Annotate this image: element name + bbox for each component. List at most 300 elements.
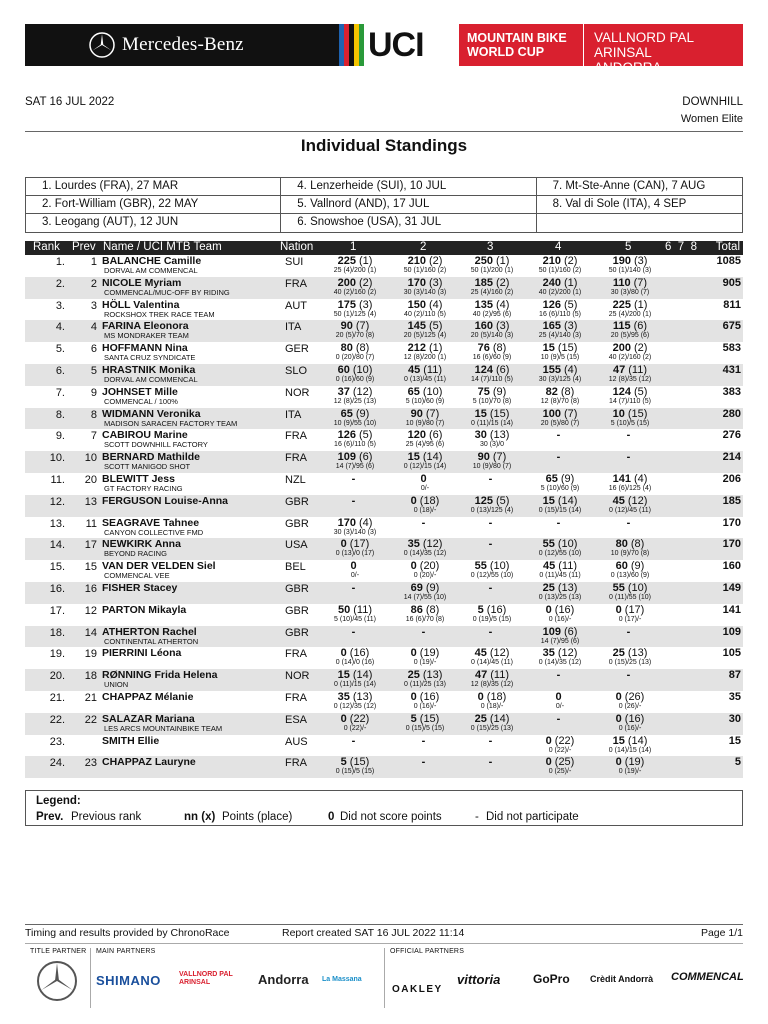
team-name: COMMENCAL / 100% <box>104 396 178 406</box>
event-5-result <box>595 364 665 376</box>
event-points: - <box>626 451 631 464</box>
rank-cell: 17. <box>49 604 65 617</box>
event-place: (7) <box>355 320 370 333</box>
event-2-result <box>390 255 460 267</box>
event-place: (3) <box>428 276 443 289</box>
event-3-result <box>457 669 527 681</box>
event-points: 0 <box>410 494 417 507</box>
event-points: 76 <box>477 342 490 355</box>
event-4-result <box>525 647 595 659</box>
event-5-result <box>595 320 665 332</box>
team-name: GT FACTORY RACING <box>104 483 183 493</box>
rank-cell: 5. <box>55 343 65 356</box>
event-split-points: 12 (8)/35 (12) <box>608 375 652 383</box>
event-cell: 3. Leogang (AUT), 12 JUN <box>26 214 281 232</box>
table-row <box>25 451 743 473</box>
total-points: 160 <box>722 560 741 573</box>
nation-cell: GBR <box>285 626 309 639</box>
rank-cell: 16. <box>49 582 65 595</box>
event-place: (11) <box>423 363 442 376</box>
event-split-points: 40 (2)/160 (2) <box>333 288 377 296</box>
event-split-points: 0 (25)/- <box>548 768 572 776</box>
event-points: - <box>488 538 493 551</box>
event-points: - <box>421 516 426 529</box>
event-place: (1) <box>563 276 578 289</box>
event-split-points: 0 (11)/45 (11) <box>539 572 581 580</box>
event-split-points: 0 (15)/25 (13) <box>470 724 514 732</box>
table-row <box>25 691 743 713</box>
rider-name: NICOLE Myriam <box>102 276 182 289</box>
event-split-points: 50 (1)/200 (1) <box>470 267 514 274</box>
event-place: (15) <box>349 756 370 769</box>
event-points: - <box>556 712 561 725</box>
footer-divider <box>25 924 743 925</box>
nation-cell: FRA <box>285 430 307 443</box>
rank-cell: 12. <box>49 495 65 508</box>
event-place: (10) <box>557 538 578 551</box>
total-points: 87 <box>728 669 741 682</box>
race-date: SAT 16 JUL 2022 <box>25 96 115 108</box>
event-place: (4) <box>495 298 510 311</box>
prev-rank-cell: 12 <box>84 604 97 617</box>
event-2-result <box>390 299 460 311</box>
event-points: 45 <box>474 647 487 660</box>
event-4-result <box>525 408 595 420</box>
event-place: (9) <box>492 385 507 398</box>
event-place: (6) <box>563 625 578 638</box>
event-split-points: 0 (20)/- <box>413 572 437 580</box>
event-place: (15) <box>489 407 510 420</box>
event-split-points: 0 (22)/- <box>548 746 572 754</box>
event-place: (2) <box>358 276 373 289</box>
event-points: - <box>488 472 493 485</box>
event-5-result <box>595 386 665 398</box>
venue-title <box>583 24 743 75</box>
event-points: 210 <box>542 255 561 267</box>
partner-logo-gopro: GoPro <box>533 972 570 986</box>
event-points: 15 <box>337 669 350 682</box>
event-4-result <box>525 735 595 747</box>
venue-line-1: VALLNORD PAL ARINSAL <box>594 30 694 60</box>
event-cell: 6. Snowshoe (USA), 31 JUL <box>281 214 536 232</box>
event-place: (2) <box>495 276 510 289</box>
event-points: 170 <box>337 516 356 529</box>
event-1-result <box>320 364 390 376</box>
event-split-points: 25 (4)/140 (3) <box>538 332 582 340</box>
event-points: 115 <box>612 320 631 333</box>
title-partner-label: TITLE PARTNER <box>30 948 87 955</box>
event-split-points: 12 (8)/70 (8) <box>540 397 580 405</box>
page-title: Individual Standings <box>300 136 468 155</box>
standings-body <box>25 255 743 778</box>
event-place: (18) <box>486 690 507 703</box>
event-points: - <box>488 581 493 594</box>
total-points: 383 <box>722 385 741 398</box>
event-points: 0 <box>340 712 347 725</box>
event-2-result <box>390 756 460 768</box>
table-row <box>25 538 743 560</box>
sponsor-logo <box>89 32 244 58</box>
table-row <box>25 713 743 735</box>
nation-cell: NOR <box>285 386 310 399</box>
partners-separator <box>384 948 385 1008</box>
total-points: 35 <box>728 690 741 703</box>
table-row <box>25 408 743 430</box>
event-4-result <box>525 756 595 768</box>
event-1-result <box>320 647 390 659</box>
event-split-points: 12 (8)/200 (1) <box>403 354 447 362</box>
event-4-result <box>525 495 595 507</box>
event-split-points: 0/- <box>350 572 360 580</box>
event-split-points: 0 (22)/- <box>343 724 367 732</box>
prev-rank-cell: 16 <box>84 582 97 595</box>
event-points: 25 <box>542 581 555 594</box>
event-split-points: 0 (19)/5 (15) <box>472 615 512 623</box>
event-split-points: 25 (4)/160 (2) <box>470 288 514 296</box>
event-5-result <box>595 538 665 550</box>
event-place: (2) <box>633 342 648 355</box>
event-2-result <box>390 473 460 485</box>
event-place: (11) <box>353 603 372 616</box>
event-5-result <box>595 255 665 267</box>
event-points: 55 <box>612 581 625 594</box>
event-points: 45 <box>612 494 625 507</box>
event-2-result <box>390 320 460 332</box>
nation-cell: FRA <box>285 691 307 704</box>
event-place: (20) <box>419 560 440 573</box>
event-1-result <box>320 429 390 441</box>
event-place: (22) <box>554 734 575 747</box>
col-event-3: 3 <box>487 241 494 253</box>
event-1-result <box>320 756 390 768</box>
total-points: 105 <box>722 647 741 660</box>
event-points: 90 <box>340 320 353 333</box>
event-4-result <box>525 320 595 332</box>
event-1-result <box>320 669 390 681</box>
legend-dash-desc: Did not participate <box>486 811 579 823</box>
main-partners-label: MAIN PARTNERS <box>96 948 156 955</box>
team-name: UNION <box>104 680 129 690</box>
event-place: (5) <box>495 494 510 507</box>
legend-points-desc: Points (place) <box>222 811 293 823</box>
event-2-result <box>390 538 460 550</box>
legend-prev-desc: Previous rank <box>71 811 142 823</box>
team-name: COMMENCAL VEE <box>104 571 170 581</box>
total-points: 30 <box>728 712 741 725</box>
prev-rank-cell: 19 <box>84 648 97 661</box>
event-place: (11) <box>490 669 509 682</box>
event-points: 170 <box>407 276 426 289</box>
event-5-result <box>595 669 665 681</box>
event-1-result <box>320 320 390 332</box>
event-split-points: 20 (5)/80 (7) <box>540 419 580 427</box>
nation-cell: AUS <box>285 735 308 748</box>
event-place: (5) <box>428 320 443 333</box>
event-points: 135 <box>474 298 493 311</box>
event-5-result <box>595 429 665 441</box>
event-split-points: 0 (19)/- <box>618 768 642 776</box>
event-place: (9) <box>355 407 370 420</box>
event-points: 155 <box>542 363 561 376</box>
event-points: - <box>556 429 561 442</box>
event-3-result <box>457 342 527 354</box>
col-prev: Prev <box>72 241 96 253</box>
event-place: (4) <box>563 363 578 376</box>
event-split-points: 0 (12)/45 (11) <box>609 506 651 514</box>
rider-name: NEWKIRK Anna <box>102 538 181 551</box>
rider-name: SEAGRAVE Tahnee <box>102 516 200 529</box>
event-points: 75 <box>477 385 490 398</box>
rider-name: CHAPPAZ Lauryne <box>102 756 196 769</box>
event-split-points: 0 (16)/- <box>618 724 642 732</box>
table-row <box>25 473 743 495</box>
event-1-result <box>320 626 390 638</box>
event-points: 80 <box>340 342 353 355</box>
event-split-points: 0 (14)/15 (14) <box>608 746 652 754</box>
table-row <box>25 756 743 778</box>
event-place: (1) <box>633 298 648 311</box>
event-1-result <box>320 713 390 725</box>
event-5-result <box>595 713 665 725</box>
event-points: 141 <box>612 472 631 485</box>
event-5-result <box>595 604 665 616</box>
team-name: ROCKSHOX TREK RACE TEAM <box>104 309 215 319</box>
event-3-result <box>457 582 527 594</box>
rank-cell: 9. <box>55 430 65 443</box>
event-2-result <box>390 691 460 703</box>
event-points: 0 <box>340 647 347 660</box>
event-place: (13) <box>489 429 510 442</box>
nation-cell: ITA <box>285 408 302 421</box>
event-place: (14) <box>422 451 443 464</box>
event-points: 185 <box>474 276 493 289</box>
event-1-result <box>320 473 390 485</box>
event-place: (6) <box>358 451 373 464</box>
rank-cell: 20. <box>49 670 65 683</box>
event-3-result <box>457 386 527 398</box>
event-split-points: 0 (14)/35 (12) <box>403 550 447 558</box>
event-place: (3) <box>633 255 648 267</box>
mercedes-star-icon <box>36 960 78 1002</box>
event-4-result <box>525 451 595 463</box>
event-place: (17) <box>624 603 645 616</box>
event-place: (13) <box>627 647 648 660</box>
event-4-result <box>525 538 595 550</box>
event-points: 60 <box>615 560 628 573</box>
event-points: 0 <box>420 472 427 485</box>
rider-name: FISHER Stacey <box>102 581 178 594</box>
event-place: (12) <box>627 494 648 507</box>
event-points: 0 <box>477 690 484 703</box>
event-split-points: 0 (16)/- <box>548 615 572 623</box>
nation-cell: FRA <box>285 757 307 770</box>
legend-dash-key: - <box>475 811 479 823</box>
event-points: 90 <box>477 451 490 464</box>
rank-cell: 19. <box>49 648 65 661</box>
event-place: (2) <box>428 255 443 267</box>
event-points: 0 <box>545 734 552 747</box>
team-name: LES ARCS MOUNTAINBIKE TEAM <box>104 723 223 733</box>
event-split-points: 0 (20)/80 (7) <box>335 354 375 362</box>
event-points: 47 <box>613 363 626 376</box>
total-points: 5 <box>734 756 741 769</box>
event-place: (15) <box>627 407 648 420</box>
event-split-points: 0 (14)/35 (12) <box>538 659 582 667</box>
event-split-points: 14 (7)/110 (5) <box>609 397 651 405</box>
event-points: 0 <box>410 560 417 573</box>
series-line-2: WORLD CUP <box>467 45 545 59</box>
rank-cell: 7. <box>55 386 65 399</box>
prev-rank-cell: 14 <box>84 626 97 639</box>
rank-cell: 11. <box>50 473 65 486</box>
event-2-result <box>390 735 460 747</box>
total-points: 905 <box>722 276 741 289</box>
event-3-result <box>457 647 527 659</box>
event-place: (15) <box>419 712 440 725</box>
team-name: CANYON COLLECTIVE FMD <box>104 527 204 537</box>
event-points: - <box>351 494 356 507</box>
table-row <box>25 429 743 451</box>
event-place: (10) <box>489 560 510 573</box>
table-row <box>25 582 743 604</box>
table-row <box>25 647 743 669</box>
event-2-result <box>390 386 460 398</box>
event-place: (6) <box>495 363 510 376</box>
event-place: (5) <box>358 429 373 442</box>
event-1-result <box>320 582 390 594</box>
event-points: 175 <box>337 298 356 311</box>
event-1-result <box>320 277 390 289</box>
event-points: 5 <box>477 603 484 616</box>
rank-cell: 3. <box>55 299 65 312</box>
event-points: 25 <box>407 669 420 682</box>
event-split-points: 0 (16)/60 (9) <box>335 375 375 383</box>
event-split-points: 0 (11)/25 (13) <box>404 681 446 689</box>
event-split-points: 50 (1)/160 (2) <box>403 267 447 274</box>
total-points: 280 <box>722 407 741 420</box>
event-split-points: 5 (10)/60 (9) <box>540 484 580 492</box>
table-row <box>25 320 743 342</box>
event-3-result <box>457 560 527 572</box>
prev-rank-cell: 21 <box>84 691 97 704</box>
event-points: 200 <box>337 276 356 289</box>
rider-name: HÖLL Valentina <box>102 298 180 311</box>
event-split-points: 0 (14)/45 (11) <box>471 659 513 667</box>
event-3-result <box>457 408 527 420</box>
event-place: (19) <box>624 756 645 769</box>
event-points: 45 <box>543 560 556 573</box>
event-split-points: 12 (8)/35 (12) <box>470 681 514 689</box>
prev-rank-cell: 2 <box>90 277 97 290</box>
event-4-result <box>525 713 595 725</box>
event-place: (7) <box>633 276 648 289</box>
event-2-result <box>390 560 460 572</box>
col-event-4: 4 <box>555 241 562 253</box>
event-place: (10) <box>422 385 443 398</box>
event-2-result <box>390 342 460 354</box>
rank-cell: 24. <box>49 757 65 770</box>
event-4-result <box>525 429 595 441</box>
rank-cell: 21. <box>49 691 65 704</box>
event-points: 0 <box>615 603 622 616</box>
rank-cell: 15. <box>49 561 65 574</box>
prev-rank-cell: 8 <box>90 408 97 421</box>
prev-rank-cell: 7 <box>90 430 97 443</box>
event-split-points: 14 (7)/95 (6) <box>540 637 580 645</box>
event-points: 124 <box>474 363 493 376</box>
venue-line-2: ANDORRA <box>594 60 662 75</box>
page-number: Page 1/1 <box>700 927 743 939</box>
event-points: 126 <box>542 298 561 311</box>
rank-cell: 14. <box>49 539 65 552</box>
event-5-result <box>595 691 665 703</box>
event-points: 65 <box>545 472 558 485</box>
partner-logo-vallnord: VALLNORD PAL ARINSAL <box>179 971 233 986</box>
event-points: 100 <box>542 407 561 420</box>
rank-cell: 1. <box>55 256 65 268</box>
event-points: 30 <box>474 429 487 442</box>
report-created: Report created SAT 16 JUL 2022 11:14 <box>282 927 465 939</box>
event-place: (11) <box>628 363 647 376</box>
event-1-result <box>320 386 390 398</box>
event-points: - <box>488 756 493 769</box>
nation-cell: FRA <box>285 452 307 465</box>
rider-name: BALANCHE Camille <box>102 255 202 267</box>
event-4-result <box>525 342 595 354</box>
event-points: - <box>421 625 426 638</box>
event-4-result <box>525 669 595 681</box>
event-place: (9) <box>560 472 575 485</box>
rider-name: FERGUSON Louise-Anna <box>102 494 229 507</box>
nation-cell: SUI <box>285 256 304 268</box>
event-split-points: 20 (5)/70 (8) <box>335 332 375 340</box>
event-place: (13) <box>352 690 373 703</box>
event-4-result <box>525 255 595 267</box>
event-points: 15 <box>474 407 487 420</box>
event-split-points: 50 (1)/125 (4) <box>333 310 377 318</box>
table-row <box>25 560 743 582</box>
nation-cell: AUT <box>285 299 307 312</box>
header-banner <box>25 24 743 75</box>
event-split-points: 50 (1)/140 (3) <box>608 267 652 274</box>
event-4-result <box>525 560 595 572</box>
event-3-result <box>457 255 527 267</box>
event-points: 212 <box>407 342 426 355</box>
total-points: 206 <box>722 472 741 485</box>
event-cell <box>537 214 742 232</box>
event-3-result <box>457 299 527 311</box>
event-place: (16) <box>486 603 507 616</box>
event-1-result <box>320 451 390 463</box>
event-points: 86 <box>410 603 423 616</box>
nation-cell: FRA <box>285 648 307 661</box>
event-place: (17) <box>349 538 370 551</box>
nation-cell: FRA <box>285 277 307 290</box>
event-points: - <box>421 734 426 747</box>
event-place: (6) <box>428 429 443 442</box>
event-split-points: 14 (7)/55 (10) <box>403 593 447 601</box>
series-title <box>459 24 583 66</box>
event-1-result <box>320 299 390 311</box>
col-rank: Rank <box>33 241 60 253</box>
event-split-points: 0 (13)/45 (11) <box>404 375 446 383</box>
total-points: 149 <box>722 581 741 594</box>
event-3-result <box>457 626 527 638</box>
event-points: 55 <box>474 560 487 573</box>
total-points: 276 <box>722 429 741 442</box>
event-2-result <box>390 364 460 376</box>
table-row <box>25 255 743 277</box>
